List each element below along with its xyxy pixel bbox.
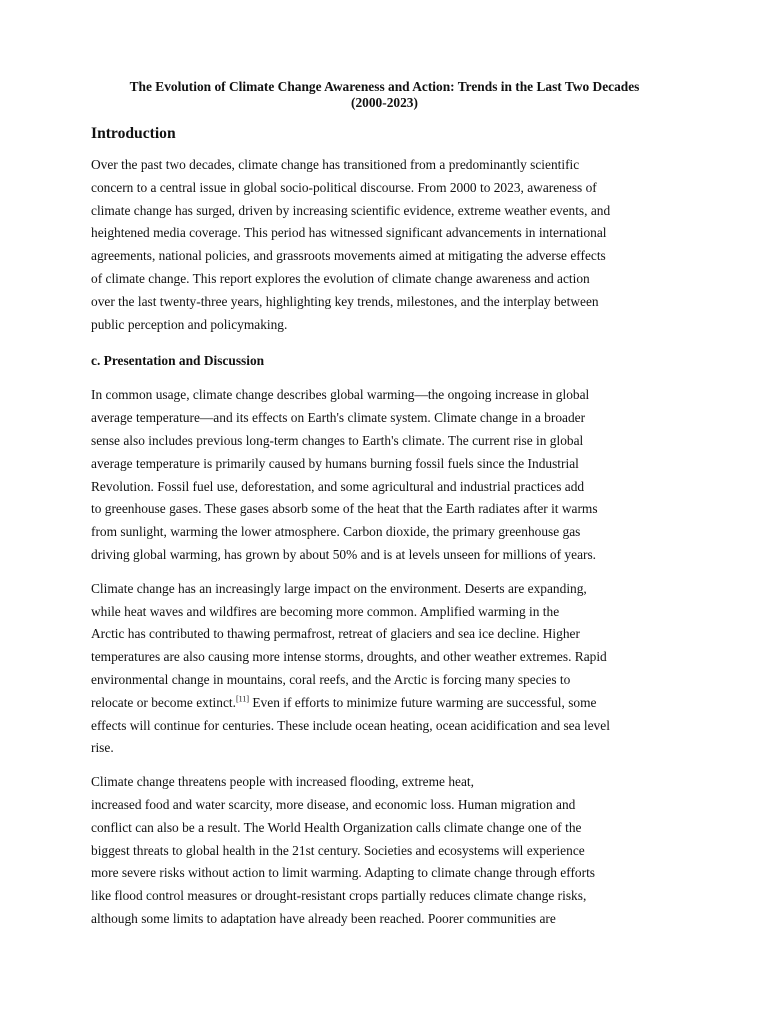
paragraph-line: public perception and policymaking. xyxy=(91,316,288,332)
paragraph-line: rise. xyxy=(91,740,114,756)
body-paragraph-3 xyxy=(91,771,678,931)
citation-reference: [11] xyxy=(236,694,250,704)
introduction-heading: Introduction xyxy=(91,125,176,142)
paragraph-line: effects will continue for centuries. These include ocean heating, ocean acidification and sea level xyxy=(91,717,610,733)
paragraph-line: more severe risks without action to limit warming. Adapting to climate change through efforts xyxy=(91,865,596,881)
document-title-line-1: The Evolution of Climate Change Awareness and Action: Trends in the Last Two Decades xyxy=(129,79,640,94)
body-paragraph-1 xyxy=(91,384,678,566)
paragraph-line: to greenhouse gases. These gases absorb some of the heat that the Earth radiates after it warms xyxy=(91,501,598,517)
paragraph-line: Over the past two decades, climate change has transitioned from a predominantly scientific xyxy=(91,157,580,172)
paragraph-line: Revolution. Fossil fuel use, deforestation, and some agricultural and industrial practices add xyxy=(91,478,585,494)
paragraph-line: driving global warming, has grown by about 50% and is at levels unseen for millions of years. xyxy=(91,546,597,562)
citation-trail-text: Even if efforts to minimize future warming are successful, some xyxy=(249,694,597,710)
paragraph-line: average temperature—and its effects on Earth's climate system. Climate change in a broader xyxy=(91,410,586,426)
paragraph-line: like flood control measures or drought-resistant crops partially reduces climate change risks, xyxy=(91,888,587,904)
document-title xyxy=(91,79,678,111)
paragraph-line: agreements, national policies, and grassroots movements aimed at mitigating the adverse effects xyxy=(91,248,606,264)
paragraph-line: from sunlight, warming the lower atmosphere. Carbon dioxide, the primary greenhouse gas xyxy=(91,524,581,540)
paragraph-line: of climate change. This report explores the evolution of climate change awareness and action xyxy=(91,270,590,286)
paragraph-line: biggest threats to global health in the 21st century. Societies and ecosystems will experience xyxy=(91,842,585,858)
paragraph-line: climate change has surged, driven by increasing scientific evidence, extreme weather events, and xyxy=(91,202,611,218)
paragraph-line: conflict can also be a result. The World Health Organization calls climate change one of the xyxy=(91,819,582,835)
document-title-line-2: (2000-2023) xyxy=(351,95,418,110)
paragraph-line: sense also includes previous long-term changes to Earth's climate. The current rise in global xyxy=(91,432,584,448)
paragraph-line: concern to a central issue in global socio-political discourse. From 2000 to 2023, awareness of xyxy=(91,179,597,195)
paragraph-line: average temperature is primarily caused by humans burning fossil fuels since the Industrial xyxy=(91,455,579,471)
paragraph-line: temperatures are also causing more intense storms, droughts, and other weather extremes. Rapid xyxy=(91,649,607,665)
paragraph-line: heightened media coverage. This period has witnessed significant advancements in international xyxy=(91,225,607,241)
introduction-paragraph xyxy=(91,154,678,336)
paragraph-line: In common usage, climate change describes global warming—the ongoing increase in global xyxy=(91,387,590,403)
paragraph-line: although some limits to adaptation have already been reached. Poorer communities are xyxy=(91,910,556,926)
paragraph-line: increased food and water scarcity, more disease, and economic loss. Human migration and xyxy=(91,796,576,812)
paragraph-line-with-citation xyxy=(91,692,678,715)
paragraph-line: over the last twenty-three years, highlighting key trends, milestones, and the interplay between xyxy=(91,293,599,309)
citation-lead-text: relocate or become extinct. xyxy=(91,694,236,710)
body-paragraph-2 xyxy=(91,578,678,760)
paragraph-line: environmental change in mountains, coral reefs, and the Arctic is forcing many species to xyxy=(91,671,571,687)
section-heading: c. Presentation and Discussion xyxy=(91,353,265,369)
paragraph-line: while heat waves and wildfires are becoming more common. Amplified warming in the xyxy=(91,603,560,619)
paragraph-line: Climate change has an increasingly large impact on the environment. Deserts are expanding, xyxy=(91,580,587,596)
paragraph-line: Climate change threatens people with increased flooding, extreme heat, xyxy=(91,774,474,790)
paragraph-line: Arctic has contributed to thawing permafrost, retreat of glaciers and sea ice decline. Higher xyxy=(91,626,580,642)
